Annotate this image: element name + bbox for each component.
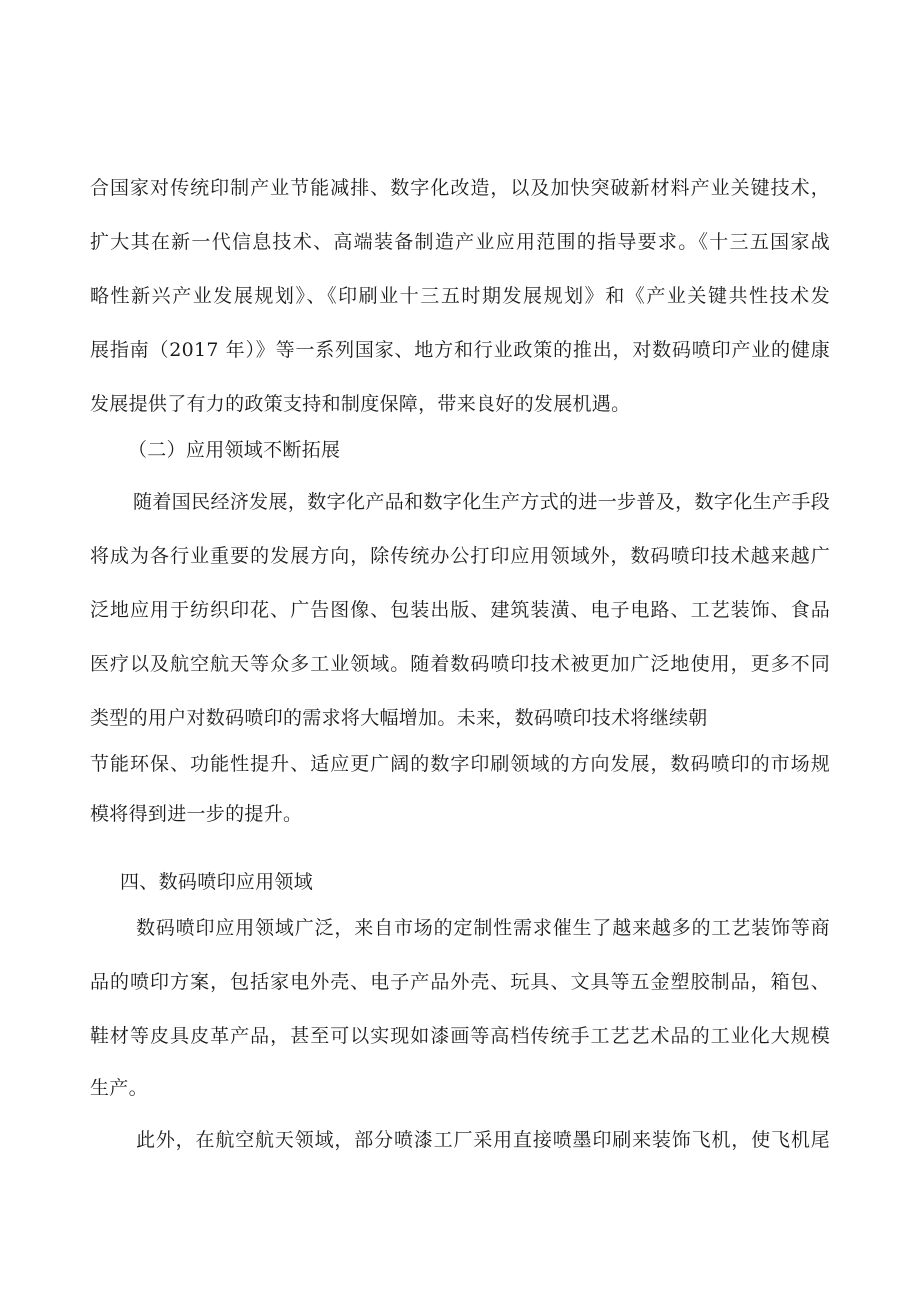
paragraph-3-line-1: 数码喷印应用领域广泛，来自市场的定制性需求催生了越来越多的工艺装饰等商 — [136, 917, 830, 939]
paragraph-3-line-3: 鞋材等皮具皮革产品，甚至可以实现如漆画等高档传统手工艺艺术品的工业化大规模 — [90, 1025, 830, 1047]
paragraph-2-line-7: 模将得到进一步的提升。 — [90, 803, 303, 825]
paragraph-1-line-1: 合国家对传统印制产业节能减排、数字化改造，以及加快突破新材料产业关键技术， — [90, 177, 830, 199]
paragraph-2-line-1: 随着国民经济发展，数字化产品和数字化生产方式的进一步普及，数字化生产手段 — [133, 491, 830, 513]
section-heading-application-fields-expanding: （二）应用领域不断拓展 — [128, 439, 341, 461]
paragraph-1-line-2: 扩大其在新一代信息技术、高端装备制造产业应用范围的指导要求。《十三五国家战 — [90, 231, 830, 253]
paragraph-1-line-3: 略性新兴产业发展规划》、《印刷业十三五时期发展规划》和《产业关键共性技术发 — [90, 285, 830, 307]
paragraph-3-line-4: 生产。 — [90, 1077, 148, 1099]
paragraph-2-line-5: 类型的用户对数码喷印的需求将大幅增加。未来，数码喷印技术将继续朝 — [90, 707, 708, 729]
paragraph-2-line-6: 节能环保、功能性提升、适应更广阔的数字印刷领域的方向发展，数码喷印的市场规 — [90, 753, 830, 775]
paragraph-1-line-4: 展指南（2017 年）》等一系列国家、地方和行业政策的推出，对数码喷印产业的健康 — [90, 339, 830, 361]
section-heading-digital-inkjet-application-fields: 四、数码喷印应用领域 — [120, 871, 314, 893]
paragraph-2-line-2: 将成为各行业重要的发展方向，除传统办公打印应用领域外，数码喷印技术越来越广 — [90, 545, 830, 567]
paragraph-4-line-1: 此外，在航空航天领域，部分喷漆工厂采用直接喷墨印刷来装饰飞机，使飞机尾 — [136, 1129, 830, 1151]
paragraph-3-line-2: 品的喷印方案，包括家电外壳、电子产品外壳、玩具、文具等五金塑胶制品，箱包、 — [90, 971, 830, 993]
paragraph-1-line-5: 发展提供了有力的政策支持和制度保障，带来良好的发展机遇。 — [90, 393, 631, 415]
paragraph-2-line-4: 医疗以及航空航天等众多工业领域。随着数码喷印技术被更加广泛地使用，更多不同 — [90, 653, 830, 675]
paragraph-2-line-3: 泛地应用于纺织印花、广告图像、包装出版、建筑装潢、电子电路、工艺装饰、食品 — [90, 599, 830, 621]
